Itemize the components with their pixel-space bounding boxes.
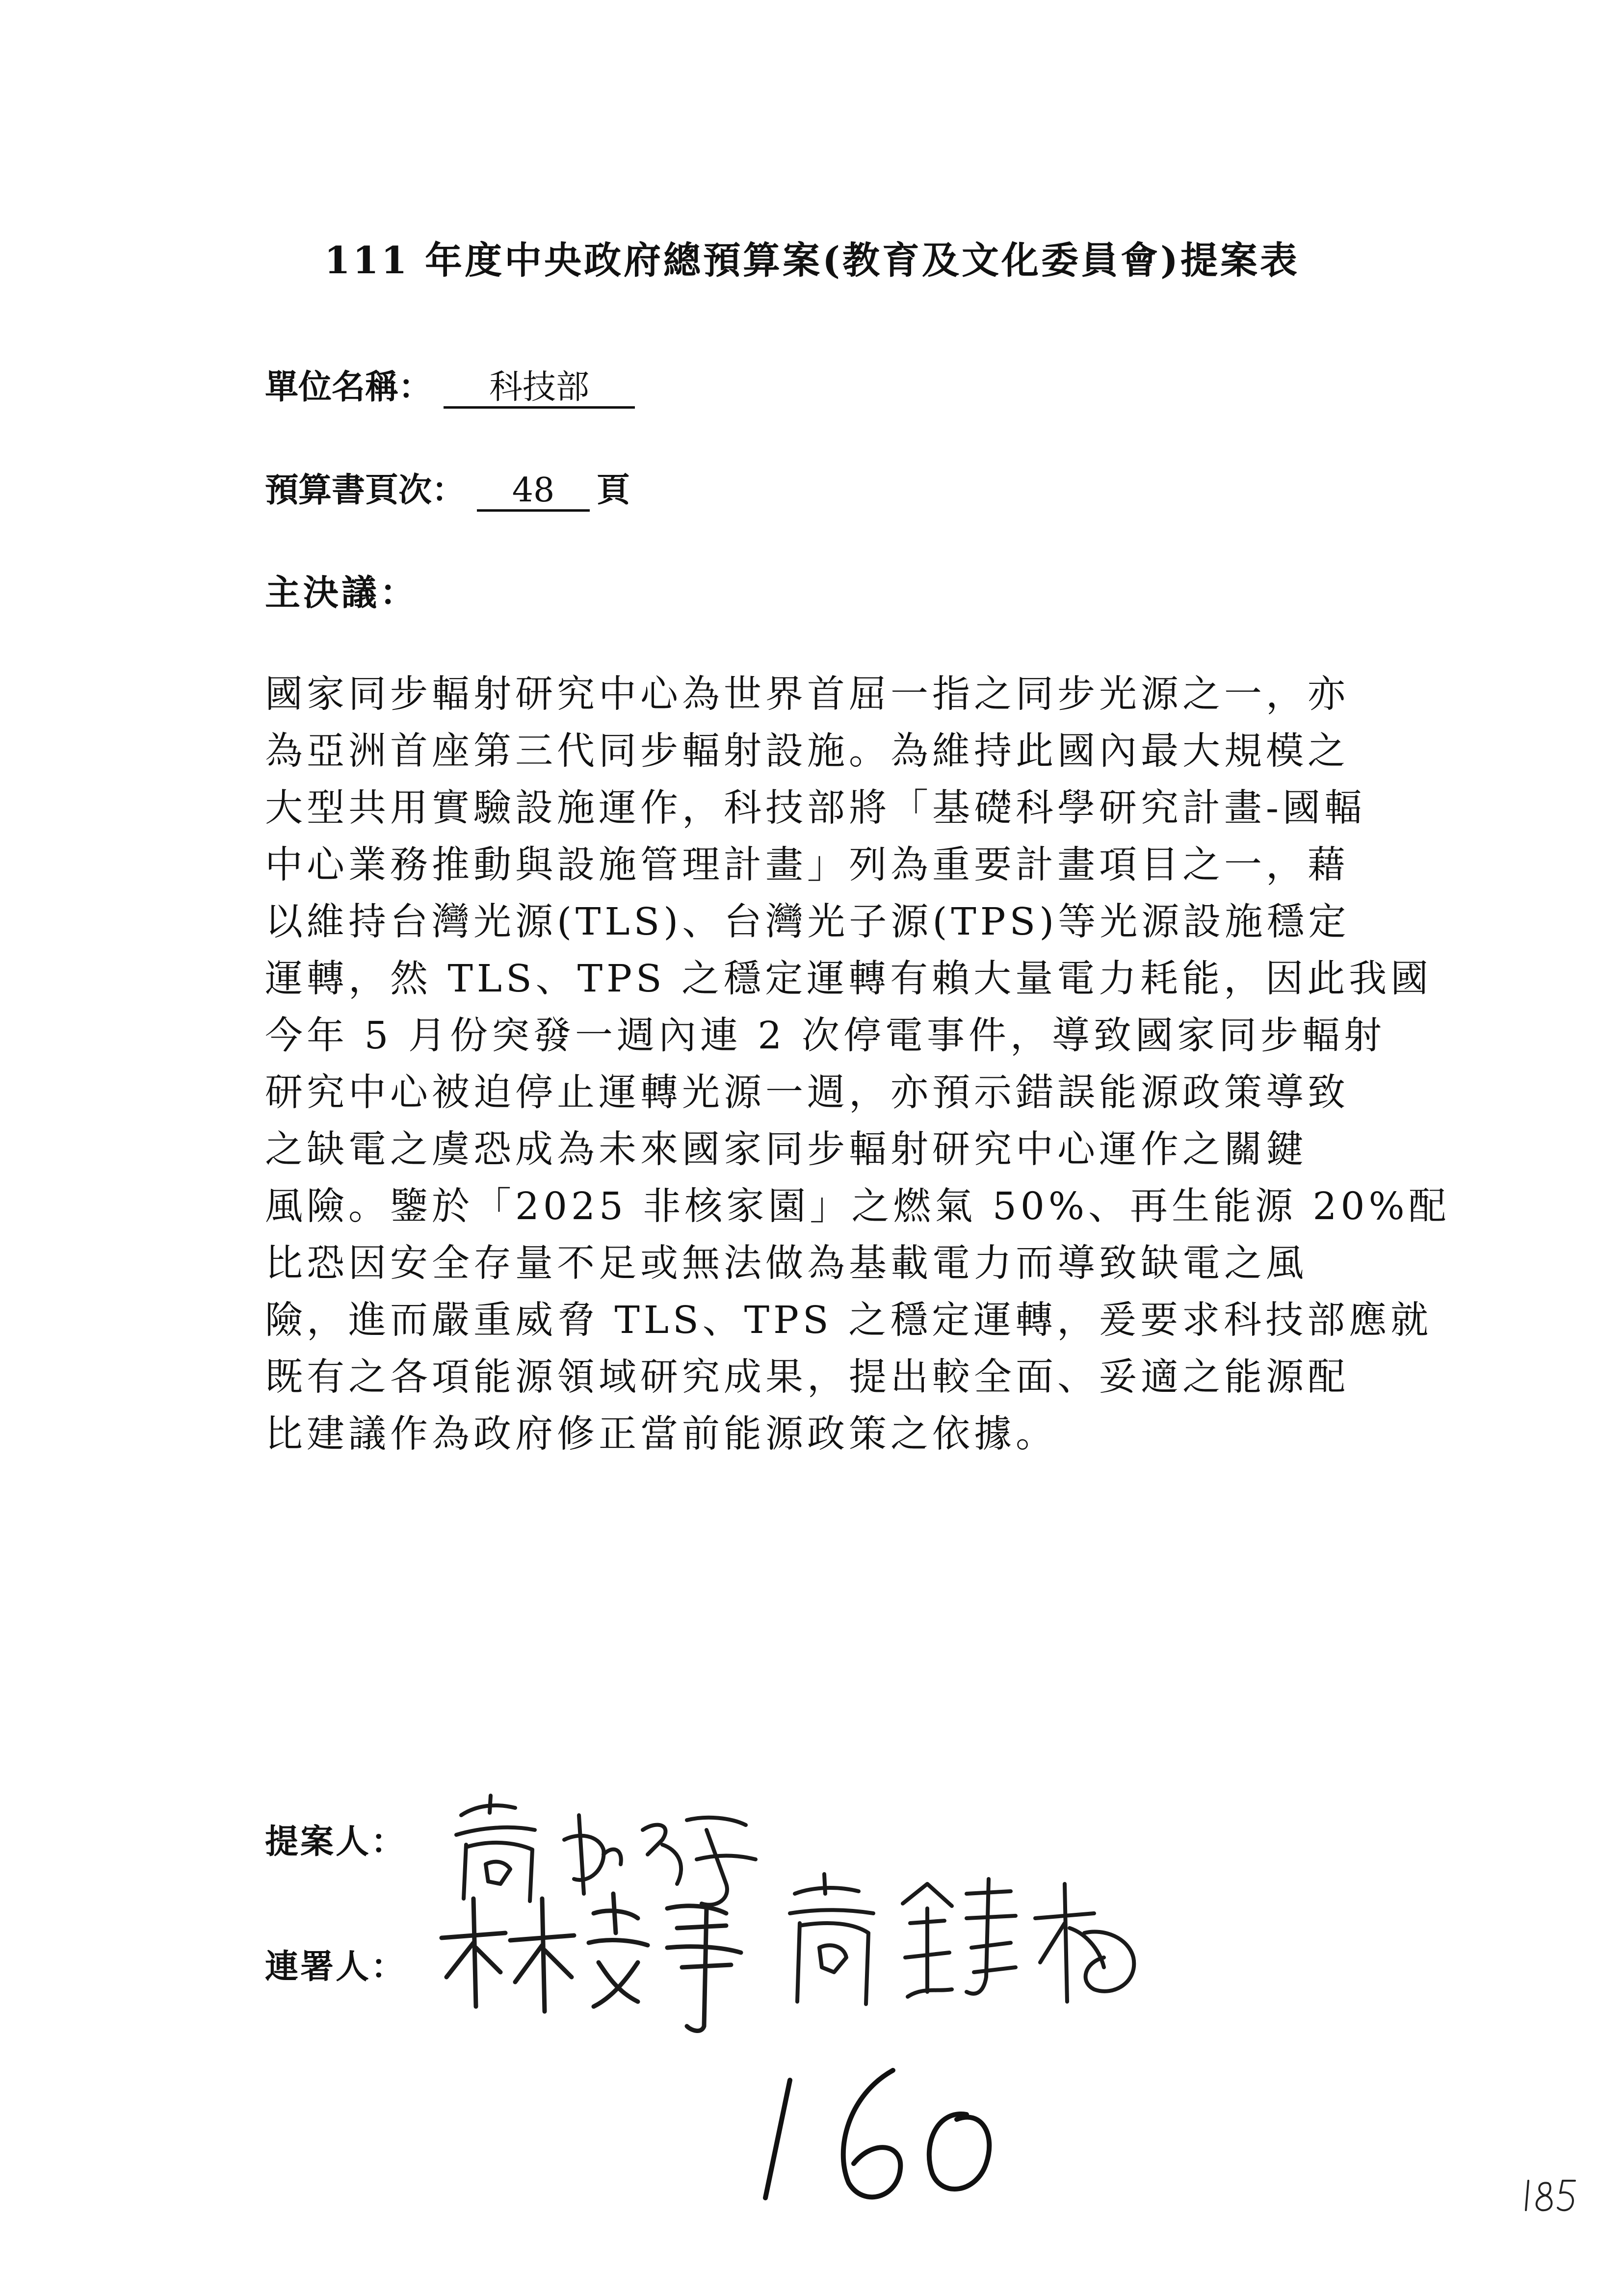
body-line: 既有之各項能源領域研究成果，提出較全面、妥適之能源配 [265, 1356, 1349, 1399]
page-mark [1521, 2168, 1580, 2218]
cosigner-signature-1 [432, 1879, 775, 2036]
cosigner-signature-2 [780, 1864, 1148, 2026]
body-line: 之缺電之虞恐成為未來國家同步輻射研究中心運作之關鍵 [265, 1128, 1308, 1172]
cosigner-label: 連署人： [265, 1947, 407, 1986]
unit-field [265, 361, 635, 409]
budget-page-label: 預算書頁次： [265, 470, 466, 510]
body-line: 比恐因安全存量不足或無法做為基載電力而導致缺電之風 [265, 1242, 1308, 1285]
body-line: 今年 5 月份突發一週內連 2 次停電事件，導致國家同步輻射 [265, 1014, 1386, 1058]
body-line: 以維持台灣光源(TLS)、台灣光子源(TPS)等光源設施穩定 [265, 900, 1350, 944]
body-line: 研究中心被迫停止運轉光源一週，亦預示錯誤能源政策導致 [265, 1071, 1349, 1115]
budget-page-value: 48 [477, 472, 590, 512]
unit-label: 單位名稱： [265, 367, 432, 407]
handwritten-number [736, 2051, 1011, 2218]
body-line: 風險。鑒於「2025 非核家園」之燃氣 50%、再生能源 20%配 [265, 1185, 1450, 1228]
resolution-heading: 主決議： [265, 572, 419, 613]
body-line: 中心業務推動與設施管理計畫」列為重要計畫項目之一，藉 [265, 843, 1349, 887]
budget-page-suffix: 頁 [597, 470, 630, 510]
body-line: 險，進而嚴重威脅 TLS、TPS 之穩定運轉，爰要求科技部應就 [265, 1299, 1433, 1342]
unit-value: 科技部 [444, 369, 635, 409]
proposer-label: 提案人： [265, 1822, 407, 1861]
page-title: 111 年度中央政府總預算案(教育及文化委員會)提案表 [324, 238, 1300, 282]
body-line: 比建議作為政府修正當前能源政策之依據。 [265, 1412, 1057, 1456]
body-line: 大型共用實驗設施運作，科技部將「基礎科學研究計畫-國輻 [265, 786, 1366, 830]
resolution-body [265, 666, 1450, 1463]
budget-page-field [265, 464, 630, 512]
body-line: 運轉，然 TLS、TPS 之穩定運轉有賴大量電力耗能，因此我國 [265, 957, 1433, 1001]
body-line: 為亞洲首座第三代同步輻射設施。為維持此國內最大規模之 [265, 730, 1349, 773]
body-line: 國家同步輻射研究中心為世界首屈一指之同步光源之一，亦 [265, 673, 1349, 716]
